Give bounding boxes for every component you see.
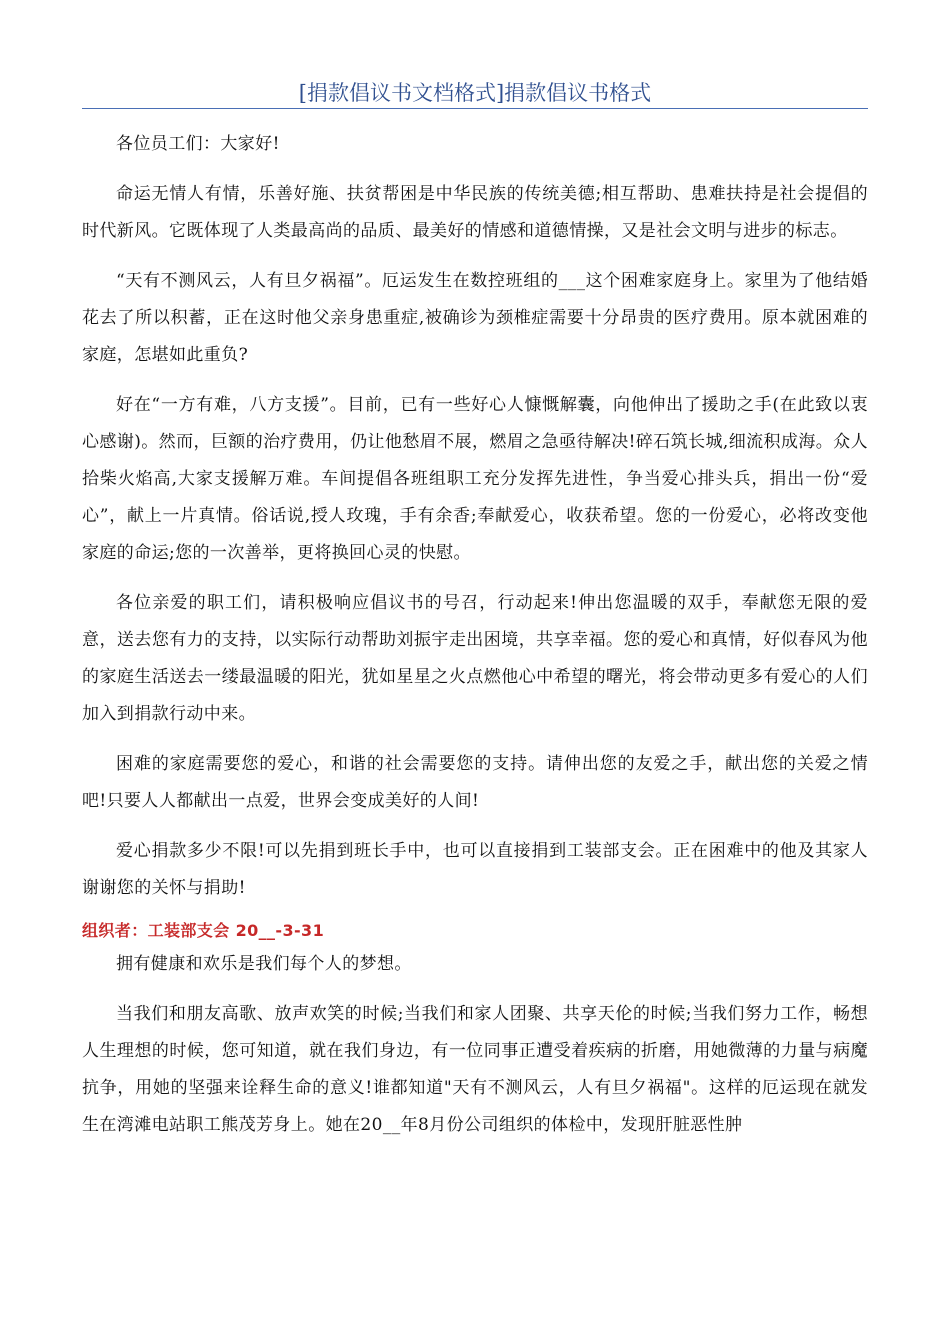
body-paragraph: 命运无情人有情，乐善好施、扶贫帮困是中华民族的传统美德;相互帮助、患难扶持是社会提倡的时代新风。它既体现了人类最高尚的品质、最美好的情感和道德情操，又是社会文明与进步的标志。	[82, 184, 868, 241]
body-paragraph: 拥有健康和欢乐是我们每个人的梦想。	[116, 954, 412, 974]
document-body	[82, 126, 868, 1144]
header-divider	[82, 108, 868, 109]
organizer-signature: 组织者：工装部支会 20__-3-31	[82, 921, 325, 940]
greeting-paragraph: 各位员工们：大家好!	[116, 134, 280, 154]
body-paragraph: “天有不测风云，人有旦夕祸福”。厄运发生在数控班组的___这个困难家庭身上。家里为了他结婚花去了所以积蓄，正在这时他父亲身患重症,被确诊为颈椎症需要十分昂贵的医疗费用。原本就困难的家庭，怎堪如此重负?	[82, 271, 868, 365]
body-paragraph: 当我们和朋友高歌、放声欢笑的时候;当我们和家人团聚、共享天伦的时候;当我们努力工作，畅想人生理想的时候，您可知道，就在我们身边，有一位同事正遭受着疾病的折磨，用她微薄的力量与病魔抗争，用她的坚强来诠释生命的意义!谁都知道"天有不测风云，人有旦夕祸福"。这样的厄运现在就发生在湾滩电站职工熊茂芳身上。她在20__年8月份公司组织的体检中，发现肝脏恶性肿	[82, 1004, 868, 1135]
body-paragraph: 困难的家庭需要您的爱心，和谐的社会需要您的支持。请伸出您的友爱之手，献出您的关爱之情吧!只要人人都献出一点爱，世界会变成美好的人间!	[82, 754, 868, 811]
page-header-title: [捐款倡议书文档格式]捐款倡议书格式	[298, 81, 652, 105]
body-paragraph: 各位亲爱的职工们，请积极响应倡议书的号召，行动起来!伸出您温暖的双手，奉献您无限的爱意，送去您有力的支持，以实际行动帮助刘振宇走出困境，共享幸福。您的爱心和真情，好似春风为他的家庭生活送去一缕最温暖的阳光，犹如星星之火点燃他心中希望的曙光，将会带动更多有爱心的人们加入到捐款行动中来。	[82, 593, 868, 724]
body-paragraph: 爱心捐款多少不限!可以先捐到班长手中，也可以直接捐到工装部支会。正在困难中的他及其家人谢谢您的关怀与捐助!	[82, 841, 868, 898]
body-paragraph: 好在“一方有难，八方支援”。目前，已有一些好心人慷慨解囊，向他伸出了援助之手(在此致以衷心感谢)。然而，巨额的治疗费用，仍让他愁眉不展，燃眉之急亟待解决!碎石筑长城,细流积成海。众人拾柴火焰高,大家支援解万难。车间提倡各班组职工充分发挥先进性，争当爱心排头兵，捐出一份“爱心”，献上一片真情。俗话说,授人玫瑰，手有余香;奉献爱心，收获希望。您的一份爱心，必将改变他家庭的命运;您的一次善举，更将换回心灵的快慰。	[82, 395, 868, 563]
